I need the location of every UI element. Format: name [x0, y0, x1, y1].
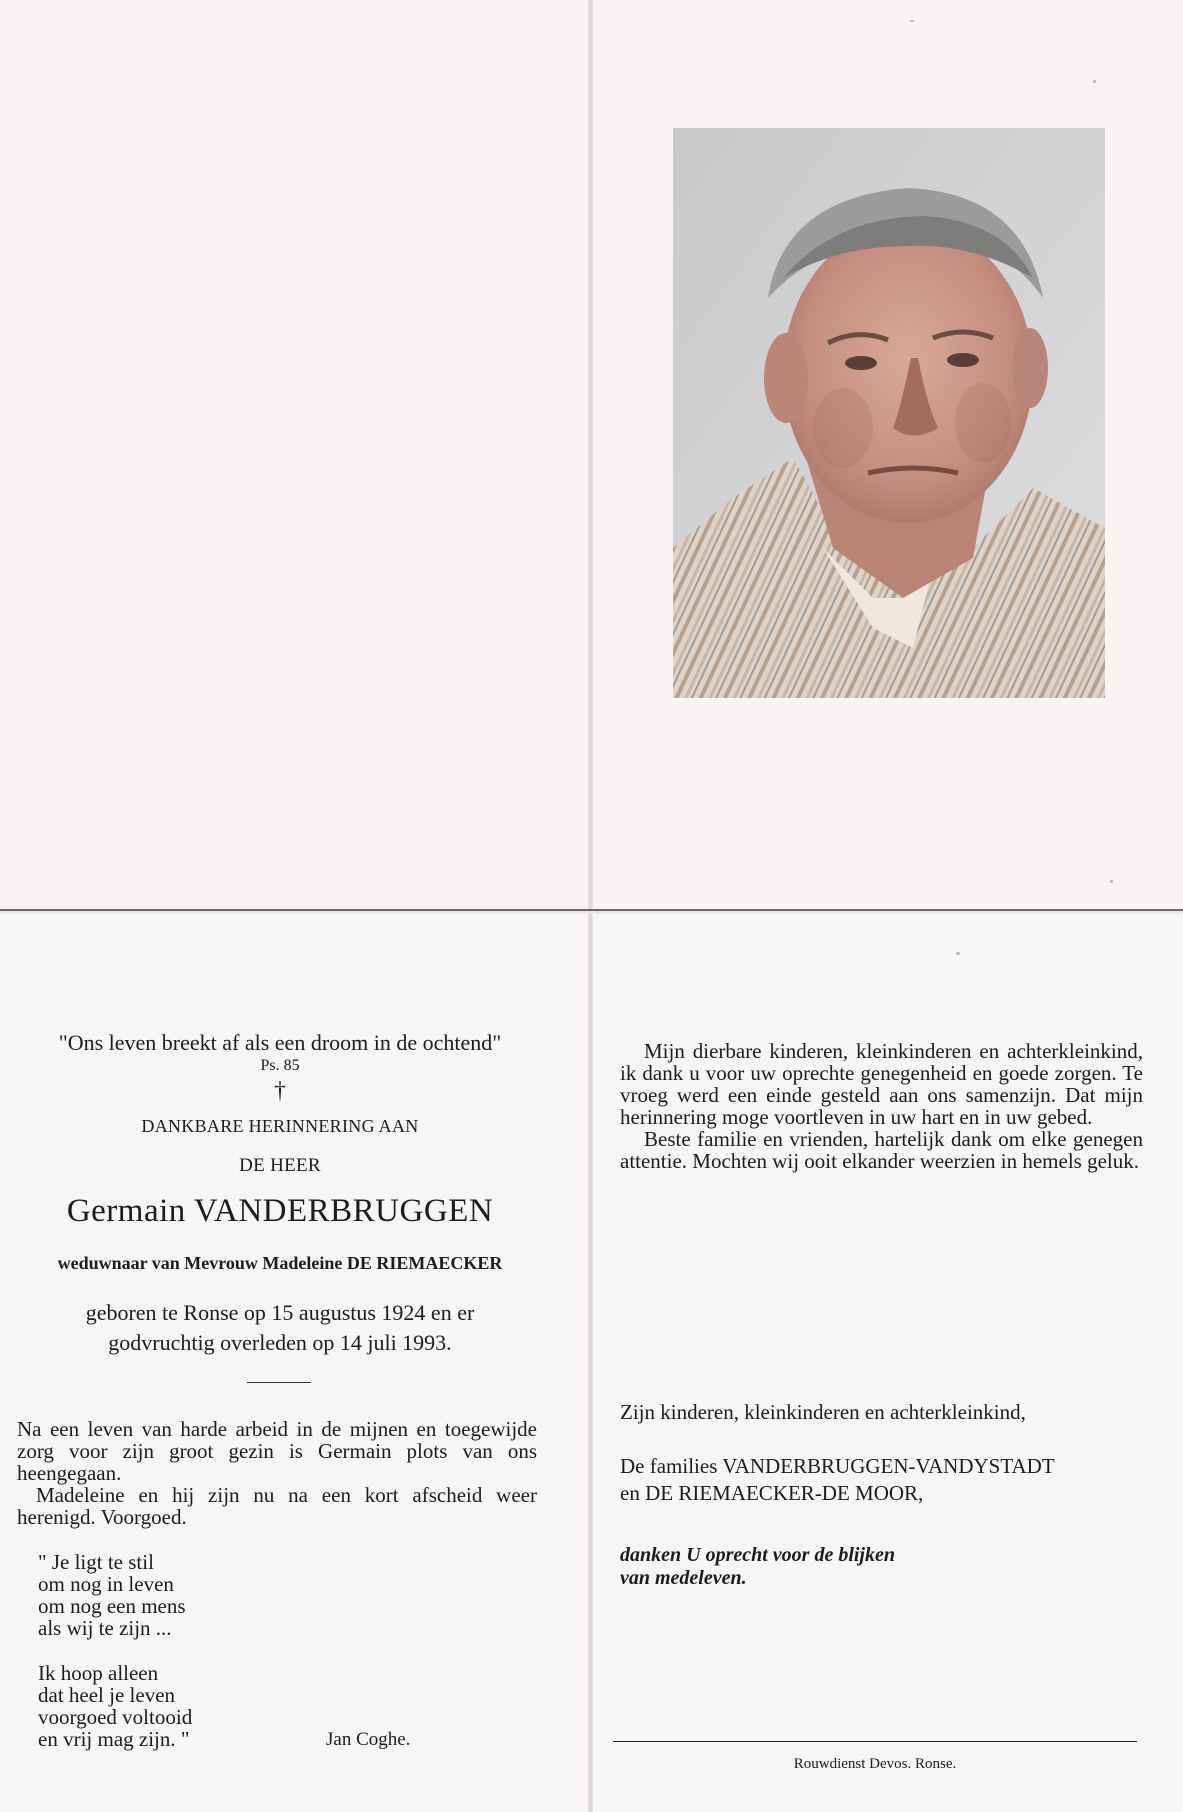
families-line: en DE RIEMAECKER-DE MOOR, [620, 1481, 924, 1505]
letter-paragraph: Mijn dierbare kinderen, kleinkinderen en achterkleinkind, ik dank u voor uw oprechte genegenheid en goede zorgen. Te vroeg werd een einde gesteld aan ons samenzijn. Dat mijn herinnering moge voortleven in uw hart en in uw gebed. [620, 1039, 1143, 1129]
poem-line: dat heel je leven [38, 1683, 176, 1707]
poem-line: voorgoed voltooid [38, 1705, 193, 1729]
poem-line: " Je ligt te stil [38, 1550, 154, 1574]
card-inside-cover [0, 0, 588, 910]
cross-icon: † [274, 1078, 286, 1104]
scan-speck [1093, 80, 1096, 83]
bio-paragraph: Na een leven van harde arbeid in de mijnen en toegewijde zorg voor zijn groot gezin is Germain plots van ons heengegaan. [17, 1417, 537, 1485]
poem-line: als wij te zijn ... [38, 1616, 172, 1640]
footer-divider [613, 1741, 1137, 1742]
widower-line: weduwnaar van Mevrouw Madeleine DE RIEMAECKER [57, 1253, 503, 1273]
letter-paragraph: Beste familie en vrienden, hartelijk dank om elke genegen attentie. Mochten wij ooit elkander weerzien in hemels geluk. [620, 1127, 1143, 1173]
title-heading: DE HEER [239, 1155, 321, 1176]
poem-stanza [38, 1662, 258, 1750]
families-line: De families VANDERBRUGGEN-VANDYSTADT [620, 1454, 1055, 1478]
children-line: Zijn kinderen, kleinkinderen en achterkleinkind, [620, 1400, 1026, 1424]
scan-speck [910, 20, 914, 22]
poem-stanza [38, 1551, 258, 1639]
biography [17, 1418, 537, 1528]
poet-name: Jan Coghe. [326, 1729, 411, 1750]
bio-paragraph: Madeleine en hij zijn nu na een kort afscheid weer herenigd. Voorgoed. [17, 1483, 537, 1529]
poem-line: om nog een mens [38, 1594, 186, 1618]
birth-death-text [30, 1298, 530, 1358]
vertical-fold [588, 0, 593, 1812]
horizontal-scan-seam [0, 909, 1183, 914]
psalm-reference: Ps. 85 [260, 1057, 300, 1074]
birth-death-line: godvruchtig overleden op 14 juli 1993. [108, 1330, 452, 1355]
thanks-line: danken U oprecht voor de blijken [620, 1544, 895, 1566]
poem-line: om nog in leven [38, 1572, 174, 1596]
divider [247, 1382, 311, 1383]
thanks-text [620, 1544, 1020, 1590]
poem-line: en vrij mag zijn. " [38, 1727, 190, 1751]
scan-speck [956, 952, 960, 955]
poem-line: Ik hoop alleen [38, 1661, 159, 1685]
portrait-photo [673, 128, 1105, 698]
thanks-line: van medeleven. [620, 1567, 747, 1589]
remembrance-heading: DANKBARE HERINNERING AAN [141, 1116, 419, 1136]
undertaker-credit: Rouwdienst Devos. Ronse. [793, 1756, 957, 1772]
deceased-name: Germain VANDERBRUGGEN [66, 1193, 494, 1229]
farewell-letter [620, 1040, 1143, 1172]
birth-death-line: geboren te Ronse op 15 augustus 1924 en er [85, 1300, 475, 1325]
opening-quote: "Ons leven breekt af als een droom in de ochtend" [58, 1030, 502, 1055]
scan-speck [1110, 880, 1113, 883]
